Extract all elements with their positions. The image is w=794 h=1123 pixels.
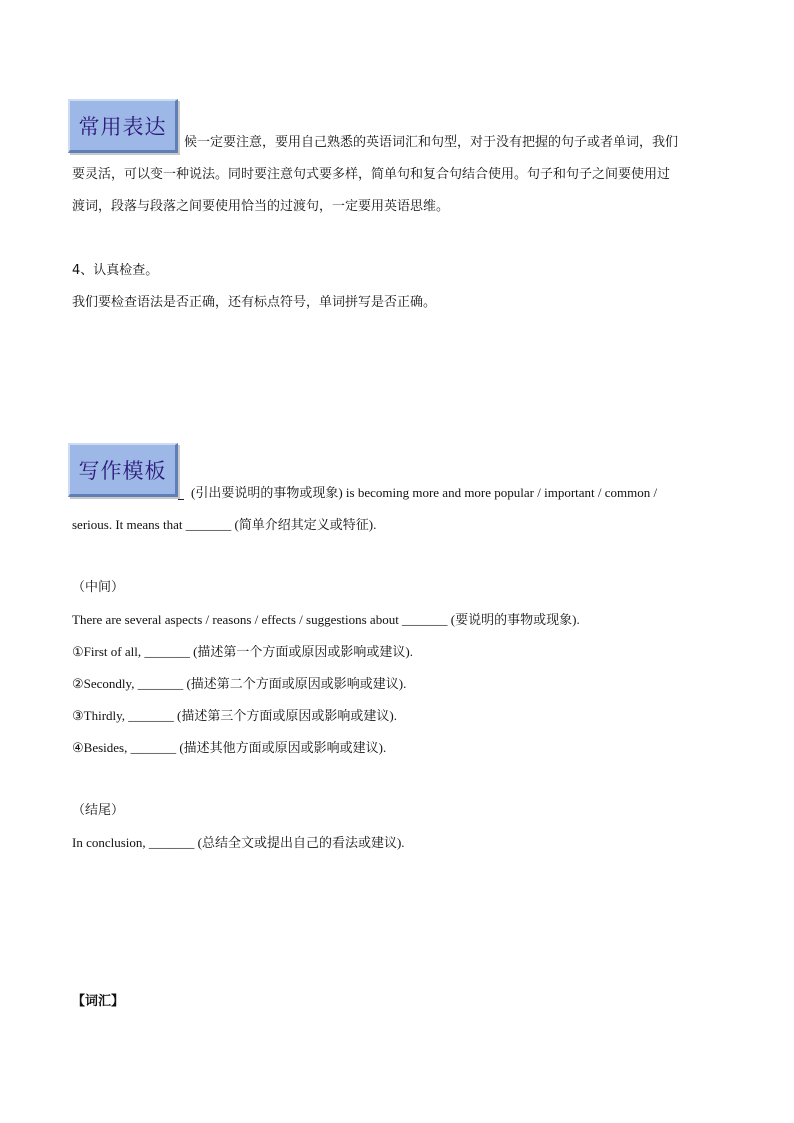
- step4-text: 我们要检查语法是否正确，还有标点符号，单词拼写是否正确。: [72, 295, 437, 310]
- badge-label: 常用表达: [78, 114, 167, 139]
- badge-label: 写作模板: [78, 458, 167, 483]
- paragraph-line-3: 渡词，段落与段落之间要使用恰当的过渡句，一定要用英语思维。: [72, 199, 450, 214]
- point-third: ③Thirdly, _______ (描述第三个方面或原因或影响或建议).: [72, 708, 397, 723]
- section-badge-common-expressions: [68, 99, 178, 153]
- point-second: ②Secondly, _______ (描述第二个方面或原因或影响或建议).: [72, 676, 407, 691]
- step4-title: 4、认真检查。: [72, 263, 159, 278]
- point-first: ①First of all, _______ (描述第一个方面或原因或影响或建议).: [72, 644, 413, 659]
- point-besides: ④Besides, _______ (描述其他方面或原因或影响或建议).: [72, 740, 387, 755]
- end-label: （结尾）: [72, 803, 125, 818]
- section-badge-writing-template: [68, 443, 178, 497]
- blank-underline: [178, 499, 184, 500]
- middle-label: （中间）: [72, 580, 125, 595]
- paragraph-line-1: 候一定要注意，要用自己熟悉的英语词汇和句型，对于没有把握的句子或者单词，我们: [184, 135, 679, 150]
- conclusion-line: In conclusion, _______ (总结全文或提出自己的看法或建议).: [72, 835, 405, 850]
- template-intro-line-2: serious. It means that _______ (简单介绍其定义或特征).: [72, 517, 377, 532]
- vocabulary-heading: 【词汇】: [72, 994, 125, 1009]
- paragraph-line-2: 要灵活，可以变一种说法。同时要注意句式要多样，简单句和复合句结合使用。句子和句子之间要使用过: [72, 167, 671, 182]
- template-intro-line-1: (引出要说明的事物或现象) is becoming more and more popular / important / common /: [191, 485, 658, 500]
- middle-intro: There are several aspects / reasons / effects / suggestions about _______ (要说明的事物或现象).: [72, 612, 580, 627]
